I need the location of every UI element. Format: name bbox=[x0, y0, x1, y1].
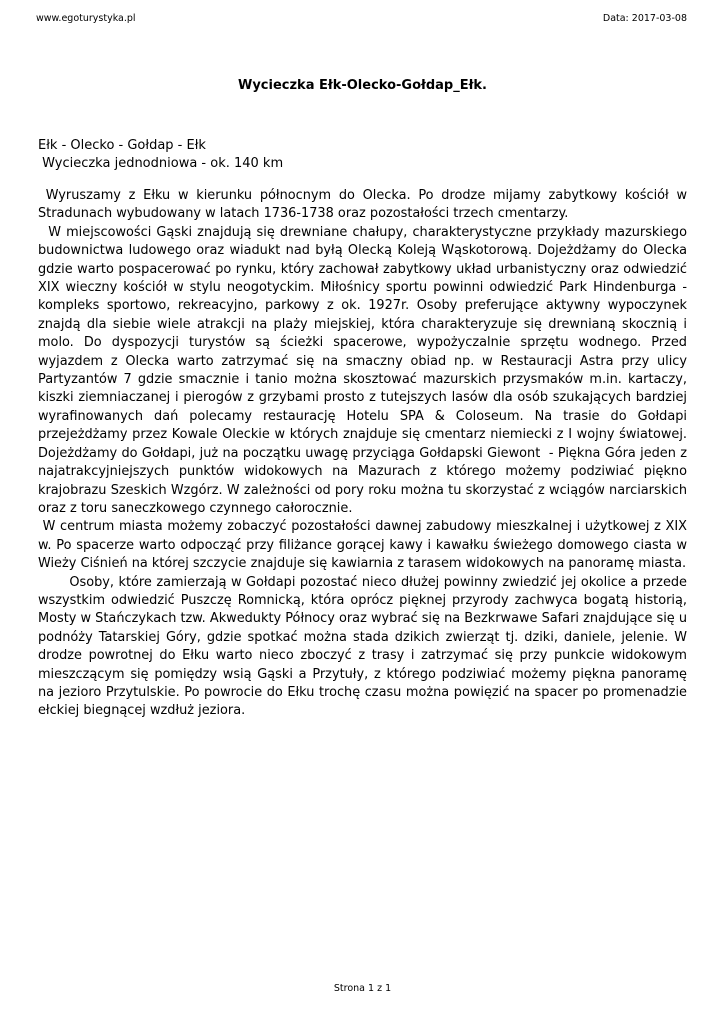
trip-length-line: Wycieczka jednodniowa - ok. 140 km bbox=[38, 156, 284, 171]
page-number: Strona 1 z 1 bbox=[333, 983, 392, 994]
trip-summary bbox=[38, 137, 688, 173]
paragraph-3: W centrum miasta możemy zobaczyć pozostałości dawnej zabudowy mieszkalnej i użytkowej z XIX w. Po spacerze warto odpocząć przy filiżance gorącej kawy i kawałku świeżego domowego ciasta w Wieży Ciśnień na której szczycie znajduje się kawiarnia z tarasem widokowych na panoramę miasta. bbox=[38, 519, 692, 572]
route-line: Ełk - Olecko - Gołdap - Ełk bbox=[38, 138, 206, 153]
site-url: www.egoturystyka.pl bbox=[36, 13, 136, 24]
page-title: Wycieczka Ełk-Olecko-Gołdap_Ełk. bbox=[237, 78, 487, 93]
paragraph-4: Osoby, które zamierzają w Gołdapi pozostać nieco dłużej powinny zwiedzić jej okolice a przede wszystkim odwiedzić Puszczę Romnicką, która oprócz pięknej przyrody zachwyca bogatą historią, Mosty w Stańczykach tzw. Akwedukty Północy oraz wybrać się na Bezkrwawe Safari znajdujące się u podnóży Tatarskiej Góry, gdzie spotkać można stada dzikich zwierząt tj. dziki, daniele, jelenie. W drodze powrotnej do Ełku warto nieco zboczyć z trasy i zatrzymać się przy punkcie widokowym mieszczącym się pomiędzy wsią Gąski a Przytuły, z którego podziwiać możemy piękna panoramę na jezioro Przytulskie. Po powrocie do Ełku trochę czasu można powięzić na spacer po promenadzie ełckiej biegnącej wzdłuż jeziora. bbox=[38, 574, 692, 719]
document-date: Data: 2017-03-08 bbox=[602, 13, 687, 24]
paragraph-2: W miejscowości Gąski znajdują się drewniane chałupy, charakterystyczne przykłady mazurskiego budownictwa ludowego oraz wiadukt nad byłą Olecką Koleją Wąskotorową. Dojeżdżamy do Olecka gdzie warto pospacerować po rynku, który zachował zabytkowy układ urbanistyczny oraz odwiedzić XIX wieczny kościół w stylu neogotyckim. Miłośnicy sportu powinni odwiedzić Park Hindenburga - kompleks sportowo, rekreacyjno, parkowy z ok. 1927r. Osoby preferujące aktywny wypoczynek znajdą dla siebie wiele atrakcji na plaży miejskiej, która charakteryzuje się drewnianą skocznią i molo. Do dyspozycji turystów są ścieżki spacerowe, wypożyczalnie sprzętu wodnego. Przed wyjazdem z Olecka warto zatrzymać się na smaczny obiad np. w Restauracji Astra przy ulicy Partyzantów 7 gdzie smacznie i tanio można skosztować mazurskich przysmaków m.in. kartaczy, kiszki ziemniaczanej i pierogów z grzybami prosto z tutejszych lasów dla osób szukających bardziej wyrafinowanych dań polecamy restaurację Hotelu SPA & Coloseum. Na trasie do Gołdapi przejeżdżamy przez Kowale Oleckie w których znajduje się cmentarz niemiecki z I wojny światowej. Dojeżdżamy do Gołdapi, już na początku uwagę przyciąga Gołdapski Giewont - Piękna Góra jeden z najatrakcyjniejszych punktów widokowych na Mazurach z którego możemy podziwiać piękno krajobrazu Szeskich Wzgórz. W zależności od pory roku można tu skorzystać z wciągów narciarskich oraz z toru saneczkowego czynnego całorocznie. bbox=[38, 224, 692, 516]
paragraph-1: Wyruszamy z Ełku w kierunku północnym do Olecka. Po drodze mijamy zabytkowy kościół w Stradunach wybudowany w latach 1736-1738 oraz pozostałości trzech cmentarzy. bbox=[38, 188, 692, 222]
article-body bbox=[38, 187, 692, 721]
